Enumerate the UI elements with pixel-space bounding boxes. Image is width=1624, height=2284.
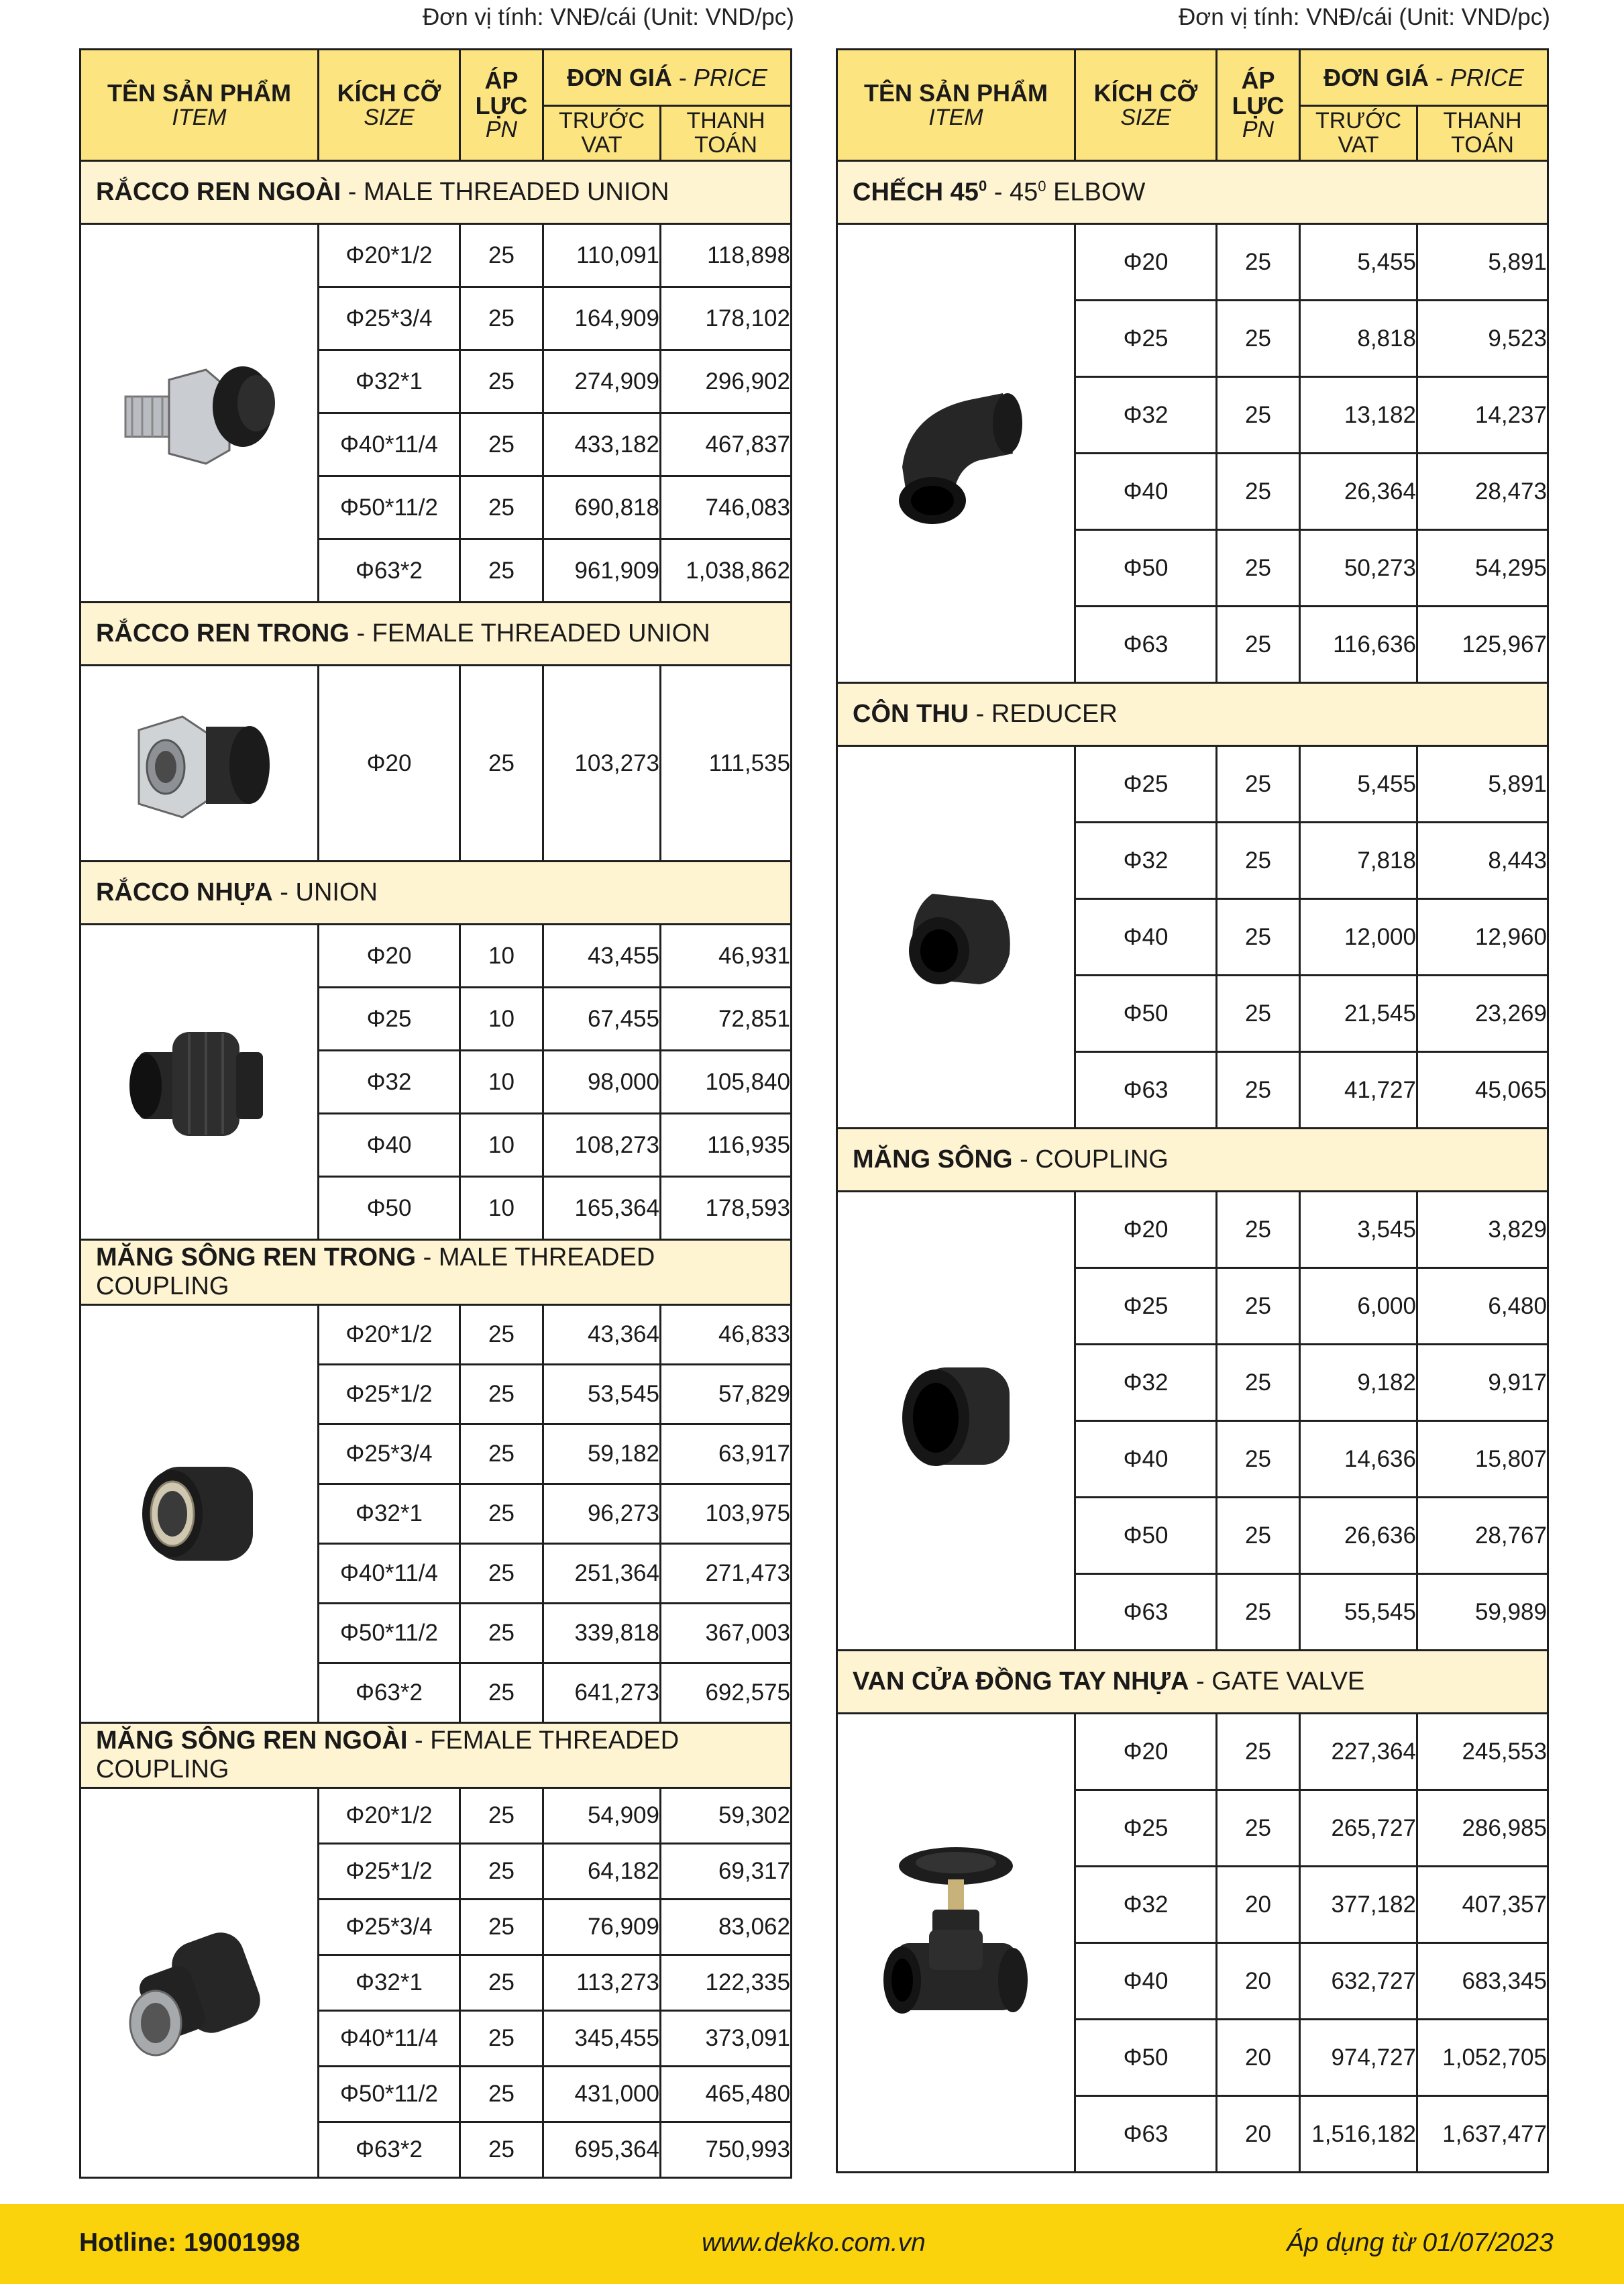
before-vat-cell: 59,182 <box>543 1424 661 1484</box>
payment-cell: 683,345 <box>1417 1943 1548 2020</box>
before-vat-cell: 433,182 <box>543 413 661 476</box>
before-vat-cell: 8,818 <box>1300 301 1417 377</box>
threaded-coupling-outer-icon <box>80 1788 319 2178</box>
size-cell: Φ63 <box>1075 1052 1217 1129</box>
size-cell: Φ63 <box>1075 607 1217 683</box>
before-vat-cell: 165,364 <box>543 1177 661 1240</box>
payment-cell: 111,535 <box>661 666 792 862</box>
table-row <box>80 1788 792 1844</box>
before-vat-cell: 1,516,182 <box>1300 2096 1417 2173</box>
before-vat-cell: 43,455 <box>543 925 661 988</box>
header-price: ĐƠN GIÁ - PRICE <box>1300 50 1548 106</box>
payment-cell: 14,237 <box>1417 377 1548 454</box>
size-cell: Φ25 <box>1075 1268 1217 1345</box>
payment-cell: 178,102 <box>661 287 792 350</box>
payment-cell: 12,960 <box>1417 899 1548 976</box>
female-threaded-union-icon <box>80 666 319 862</box>
size-cell: Φ32*1 <box>319 350 460 413</box>
pn-cell: 25 <box>460 1424 543 1484</box>
payment-cell: 28,767 <box>1417 1498 1548 1574</box>
section-header: MĂNG SÔNG REN NGOÀI - FEMALE THREADED COUPLING <box>80 1723 792 1788</box>
pn-cell: 25 <box>1217 1574 1300 1651</box>
before-vat-cell: 55,545 <box>1300 1574 1417 1651</box>
pn-cell: 25 <box>1217 1345 1300 1421</box>
size-cell: Φ32*1 <box>319 1484 460 1544</box>
payment-cell: 57,829 <box>661 1365 792 1424</box>
payment-cell: 83,062 <box>661 1900 792 1955</box>
before-vat-cell: 116,636 <box>1300 607 1417 683</box>
before-vat-cell: 251,364 <box>543 1544 661 1604</box>
payment-cell: 118,898 <box>661 224 792 287</box>
before-vat-cell: 695,364 <box>543 2122 661 2178</box>
section-header: RẮCCO NHỰA - UNION <box>80 862 792 925</box>
pn-cell: 25 <box>460 1544 543 1604</box>
header-before-vat: TRƯỚC VAT <box>543 106 661 161</box>
payment-cell: 6,480 <box>1417 1268 1548 1345</box>
size-cell: Φ63*2 <box>319 1663 460 1723</box>
pn-cell: 25 <box>460 476 543 539</box>
table-row <box>80 224 792 287</box>
before-vat-cell: 103,273 <box>543 666 661 862</box>
header-pressure: ÁP LỰC PN <box>460 50 543 161</box>
payment-cell: 5,891 <box>1417 746 1548 823</box>
size-cell: Φ50 <box>1075 2020 1217 2096</box>
size-cell: Φ32*1 <box>319 1955 460 2011</box>
pn-cell: 25 <box>460 539 543 603</box>
before-vat-cell: 108,273 <box>543 1114 661 1177</box>
hotline[interactable]: Hotline: 19001998 <box>79 2228 301 2257</box>
size-cell: Φ50 <box>1075 530 1217 607</box>
size-cell: Φ40*11/4 <box>319 2011 460 2067</box>
before-vat-cell: 377,182 <box>1300 1867 1417 1943</box>
size-cell: Φ32 <box>1075 823 1217 899</box>
size-cell: Φ25 <box>1075 746 1217 823</box>
pn-cell: 25 <box>460 1844 543 1900</box>
before-vat-cell: 14,636 <box>1300 1421 1417 1498</box>
size-cell: Φ40 <box>319 1114 460 1177</box>
unit-note-left: Đơn vị tính: VNĐ/cái (Unit: VND/pc) <box>423 4 794 30</box>
size-cell: Φ63 <box>1075 2096 1217 2173</box>
size-cell: Φ63*2 <box>319 539 460 603</box>
payment-cell: 373,091 <box>661 2011 792 2067</box>
header-size: KÍCH CỠ SIZE <box>1075 50 1217 161</box>
before-vat-cell: 110,091 <box>543 224 661 287</box>
pn-cell: 25 <box>460 1484 543 1544</box>
pn-cell: 20 <box>1217 2096 1300 2173</box>
table-row <box>80 1305 792 1365</box>
pn-cell: 10 <box>460 1051 543 1114</box>
pn-cell: 20 <box>1217 2020 1300 2096</box>
before-vat-cell: 7,818 <box>1300 823 1417 899</box>
size-cell: Φ50 <box>1075 1498 1217 1574</box>
table-row <box>837 224 1548 301</box>
before-vat-cell: 96,273 <box>543 1484 661 1544</box>
before-vat-cell: 21,545 <box>1300 976 1417 1052</box>
pn-cell: 20 <box>1217 1867 1300 1943</box>
size-cell: Φ40 <box>1075 1421 1217 1498</box>
size-cell: Φ20*1/2 <box>319 224 460 287</box>
pn-cell: 10 <box>460 1114 543 1177</box>
pn-cell: 25 <box>1217 454 1300 530</box>
coupling-icon <box>837 1192 1075 1651</box>
before-vat-cell: 5,455 <box>1300 746 1417 823</box>
payment-cell: 286,985 <box>1417 1790 1548 1867</box>
pn-cell: 25 <box>1217 976 1300 1052</box>
payment-cell: 23,269 <box>1417 976 1548 1052</box>
table-row <box>80 666 792 862</box>
size-cell: Φ63*2 <box>319 2122 460 2178</box>
header-payment: THANH TOÁN <box>661 106 792 161</box>
before-vat-cell: 53,545 <box>543 1365 661 1424</box>
size-cell: Φ50 <box>319 1177 460 1240</box>
before-vat-cell: 41,727 <box>1300 1052 1417 1129</box>
size-cell: Φ32 <box>1075 377 1217 454</box>
pn-cell: 25 <box>460 413 543 476</box>
size-cell: Φ25*1/2 <box>319 1365 460 1424</box>
pn-cell: 25 <box>460 1604 543 1663</box>
pn-cell: 25 <box>1217 1498 1300 1574</box>
payment-cell: 103,975 <box>661 1484 792 1544</box>
before-vat-cell: 12,000 <box>1300 899 1417 976</box>
payment-cell: 1,038,862 <box>661 539 792 603</box>
before-vat-cell: 974,727 <box>1300 2020 1417 2096</box>
pn-cell: 25 <box>460 287 543 350</box>
payment-cell: 467,837 <box>661 413 792 476</box>
before-vat-cell: 3,545 <box>1300 1192 1417 1268</box>
payment-cell: 3,829 <box>1417 1192 1548 1268</box>
size-cell: Φ20 <box>1075 1714 1217 1790</box>
header-payment: THANH TOÁN <box>1417 106 1548 161</box>
size-cell: Φ25*3/4 <box>319 1424 460 1484</box>
before-vat-cell: 641,273 <box>543 1663 661 1723</box>
section-header: MĂNG SÔNG - COUPLING <box>837 1129 1548 1192</box>
size-cell: Φ25*3/4 <box>319 1900 460 1955</box>
pn-cell: 25 <box>1217 301 1300 377</box>
payment-cell: 15,807 <box>1417 1421 1548 1498</box>
size-cell: Φ25*1/2 <box>319 1844 460 1900</box>
payment-cell: 9,917 <box>1417 1345 1548 1421</box>
pn-cell: 25 <box>1217 1421 1300 1498</box>
payment-cell: 122,335 <box>661 1955 792 2011</box>
payment-cell: 465,480 <box>661 2067 792 2122</box>
payment-cell: 367,003 <box>661 1604 792 1663</box>
payment-cell: 9,523 <box>1417 301 1548 377</box>
pn-cell: 25 <box>460 1663 543 1723</box>
payment-cell: 72,851 <box>661 988 792 1051</box>
pn-cell: 25 <box>1217 607 1300 683</box>
pn-cell: 25 <box>460 1955 543 2011</box>
size-cell: Φ32 <box>319 1051 460 1114</box>
pn-cell: 25 <box>1217 377 1300 454</box>
section-header: RẮCCO REN NGOÀI - MALE THREADED UNION <box>80 161 792 224</box>
payment-cell: 125,967 <box>1417 607 1548 683</box>
size-cell: Φ32 <box>1075 1867 1217 1943</box>
pn-cell: 25 <box>460 1305 543 1365</box>
pn-cell: 25 <box>460 2067 543 2122</box>
payment-cell: 750,993 <box>661 2122 792 2178</box>
header-size: KÍCH CỠ SIZE <box>319 50 460 161</box>
payment-cell: 8,443 <box>1417 823 1548 899</box>
before-vat-cell: 54,909 <box>543 1788 661 1844</box>
pn-cell: 25 <box>1217 823 1300 899</box>
before-vat-cell: 43,364 <box>543 1305 661 1365</box>
payment-cell: 1,052,705 <box>1417 2020 1548 2096</box>
size-cell: Φ50*11/2 <box>319 2067 460 2122</box>
before-vat-cell: 98,000 <box>543 1051 661 1114</box>
payment-cell: 69,317 <box>661 1844 792 1900</box>
pn-cell: 25 <box>1217 899 1300 976</box>
size-cell: Φ40 <box>1075 1943 1217 2020</box>
threaded-coupling-inner-icon <box>80 1305 319 1723</box>
before-vat-cell: 265,727 <box>1300 1790 1417 1867</box>
before-vat-cell: 26,636 <box>1300 1498 1417 1574</box>
pn-cell: 20 <box>1217 1943 1300 2020</box>
pn-cell: 10 <box>460 988 543 1051</box>
payment-cell: 746,083 <box>661 476 792 539</box>
payment-cell: 5,891 <box>1417 224 1548 301</box>
payment-cell: 46,931 <box>661 925 792 988</box>
size-cell: Φ40 <box>1075 899 1217 976</box>
payment-cell: 54,295 <box>1417 530 1548 607</box>
before-vat-cell: 345,455 <box>543 2011 661 2067</box>
size-cell: Φ32 <box>1075 1345 1217 1421</box>
header-price: ĐƠN GIÁ - PRICE <box>543 50 792 106</box>
before-vat-cell: 67,455 <box>543 988 661 1051</box>
pn-cell: 25 <box>460 2122 543 2178</box>
table-row <box>837 746 1548 823</box>
pn-cell: 25 <box>460 666 543 862</box>
gate-valve-icon <box>837 1714 1075 2173</box>
unit-note-right: Đơn vị tính: VNĐ/cái (Unit: VND/pc) <box>1179 4 1550 30</box>
size-cell: Φ20 <box>1075 224 1217 301</box>
pn-cell: 25 <box>460 1900 543 1955</box>
size-cell: Φ50 <box>1075 976 1217 1052</box>
size-cell: Φ20 <box>1075 1192 1217 1268</box>
size-cell: Φ20 <box>319 925 460 988</box>
website-link[interactable]: www.dekko.com.vn <box>702 2228 926 2257</box>
elbow-45-icon <box>837 224 1075 683</box>
size-cell: Φ20 <box>319 666 460 862</box>
footer-bar <box>0 2204 1624 2284</box>
payment-cell: 245,553 <box>1417 1714 1548 1790</box>
table-row <box>837 1714 1548 1790</box>
size-cell: Φ63 <box>1075 1574 1217 1651</box>
pn-cell: 25 <box>1217 1714 1300 1790</box>
before-vat-cell: 50,273 <box>1300 530 1417 607</box>
size-cell: Φ50*11/2 <box>319 1604 460 1663</box>
size-cell: Φ25 <box>1075 301 1217 377</box>
before-vat-cell: 9,182 <box>1300 1345 1417 1421</box>
payment-cell: 296,902 <box>661 350 792 413</box>
payment-cell: 407,357 <box>1417 1867 1548 1943</box>
payment-cell: 692,575 <box>661 1663 792 1723</box>
payment-cell: 59,989 <box>1417 1574 1548 1651</box>
payment-cell: 46,833 <box>661 1305 792 1365</box>
pn-cell: 10 <box>460 925 543 988</box>
before-vat-cell: 76,909 <box>543 1900 661 1955</box>
pn-cell: 25 <box>460 350 543 413</box>
pn-cell: 25 <box>460 224 543 287</box>
size-cell: Φ40 <box>1075 454 1217 530</box>
size-cell: Φ50*11/2 <box>319 476 460 539</box>
before-vat-cell: 164,909 <box>543 287 661 350</box>
pn-cell: 25 <box>1217 1052 1300 1129</box>
section-header: VAN CỬA ĐỒNG TAY NHỰA - GATE VALVE <box>837 1651 1548 1714</box>
male-threaded-union-icon <box>80 224 319 603</box>
before-vat-cell: 274,909 <box>543 350 661 413</box>
pn-cell: 25 <box>460 1365 543 1424</box>
payment-cell: 59,302 <box>661 1788 792 1844</box>
payment-cell: 116,935 <box>661 1114 792 1177</box>
pn-cell: 25 <box>1217 1268 1300 1345</box>
payment-cell: 178,593 <box>661 1177 792 1240</box>
pn-cell: 25 <box>1217 1192 1300 1268</box>
before-vat-cell: 64,182 <box>543 1844 661 1900</box>
section-header: CHẾCH $45^0 - 45^0$ ELBOW <box>837 161 1548 224</box>
header-before-vat: TRƯỚC VAT <box>1300 106 1417 161</box>
header-pressure: ÁP LỰC PN <box>1217 50 1300 161</box>
before-vat-cell: 431,000 <box>543 2067 661 2122</box>
effective-date: Áp dụng từ 01/07/2023 <box>1287 2228 1554 2257</box>
header-item: TÊN SẢN PHẨM ITEM <box>837 50 1075 161</box>
header-item: TÊN SẢN PHẨM ITEM <box>80 50 319 161</box>
section-header: CÔN THU - REDUCER <box>837 683 1548 746</box>
left-price-table <box>79 48 790 2179</box>
size-cell: Φ20*1/2 <box>319 1788 460 1844</box>
table-row <box>837 1192 1548 1268</box>
reducer-icon <box>837 746 1075 1129</box>
pn-cell: 25 <box>1217 224 1300 301</box>
payment-cell: 28,473 <box>1417 454 1548 530</box>
pn-cell: 25 <box>1217 530 1300 607</box>
size-cell: Φ40*11/4 <box>319 1544 460 1604</box>
pn-cell: 25 <box>460 2011 543 2067</box>
plastic-union-icon <box>80 925 319 1240</box>
before-vat-cell: 339,818 <box>543 1604 661 1663</box>
size-cell: Φ40*11/4 <box>319 413 460 476</box>
right-price-table <box>836 48 1547 2173</box>
table-row <box>80 925 792 988</box>
before-vat-cell: 961,909 <box>543 539 661 603</box>
before-vat-cell: 113,273 <box>543 1955 661 2011</box>
pn-cell: 25 <box>1217 1790 1300 1867</box>
section-header: MĂNG SÔNG REN TRONG - MALE THREADED COUPLING <box>80 1240 792 1305</box>
size-cell: Φ20*1/2 <box>319 1305 460 1365</box>
before-vat-cell: 13,182 <box>1300 377 1417 454</box>
payment-cell: 45,065 <box>1417 1052 1548 1129</box>
before-vat-cell: 6,000 <box>1300 1268 1417 1345</box>
payment-cell: 105,840 <box>661 1051 792 1114</box>
payment-cell: 271,473 <box>661 1544 792 1604</box>
pn-cell: 25 <box>1217 746 1300 823</box>
before-vat-cell: 632,727 <box>1300 1943 1417 2020</box>
before-vat-cell: 26,364 <box>1300 454 1417 530</box>
pn-cell: 10 <box>460 1177 543 1240</box>
size-cell: Φ25 <box>319 988 460 1051</box>
before-vat-cell: 690,818 <box>543 476 661 539</box>
payment-cell: 1,637,477 <box>1417 2096 1548 2173</box>
payment-cell: 63,917 <box>661 1424 792 1484</box>
before-vat-cell: 227,364 <box>1300 1714 1417 1790</box>
pn-cell: 25 <box>460 1788 543 1844</box>
size-cell: Φ25 <box>1075 1790 1217 1867</box>
before-vat-cell: 5,455 <box>1300 224 1417 301</box>
size-cell: Φ25*3/4 <box>319 287 460 350</box>
section-header: RẮCCO REN TRONG - FEMALE THREADED UNION <box>80 603 792 666</box>
